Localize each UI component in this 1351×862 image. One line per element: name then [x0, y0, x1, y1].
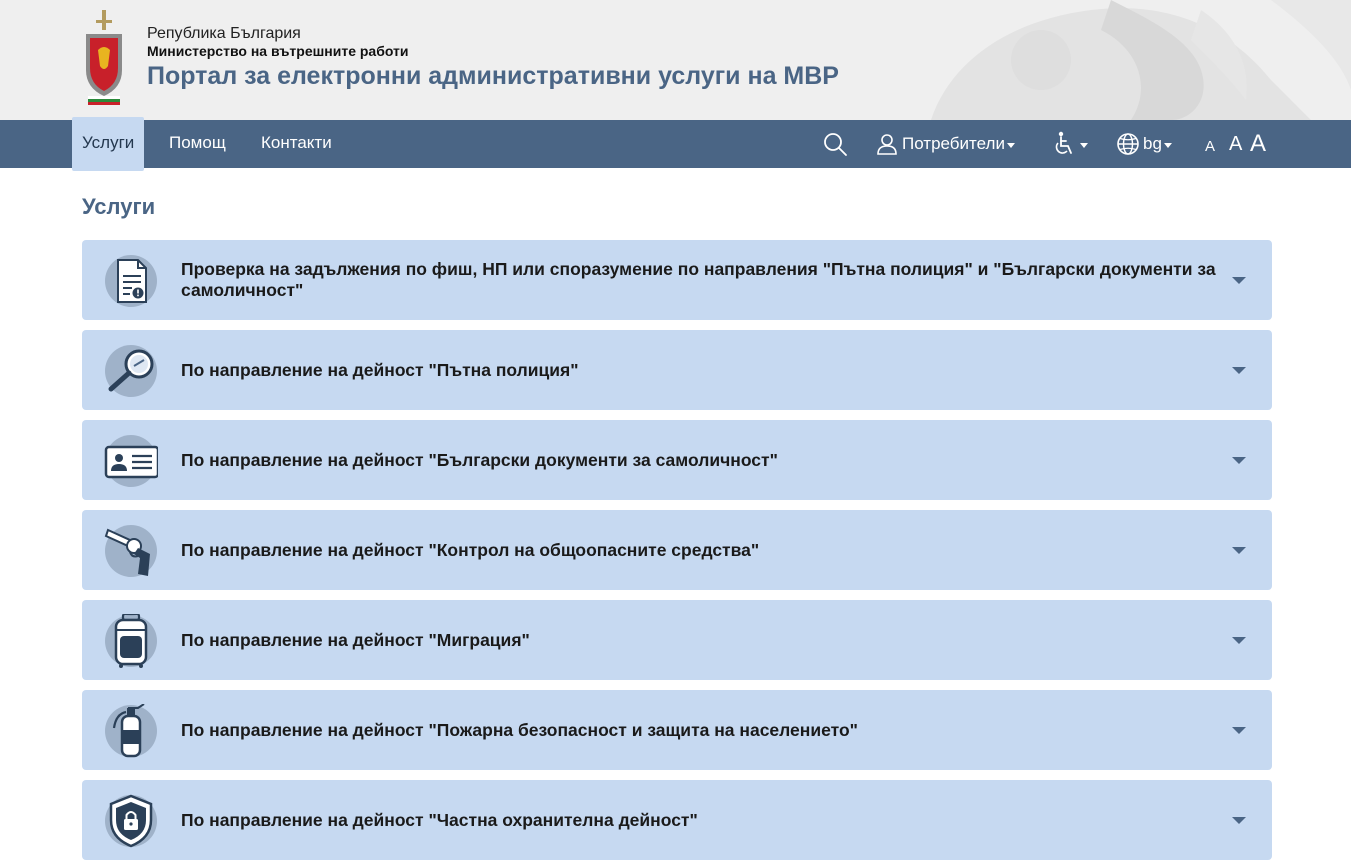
font-increase-button[interactable]	[1250, 120, 1266, 168]
service-title: По направление на дейност "Контрол на общоопасните средства"	[181, 539, 760, 560]
font-decrease-icon: A	[1205, 137, 1216, 155]
language-dropdown[interactable]	[1116, 120, 1172, 168]
wheelchair-icon	[1053, 131, 1077, 157]
magnifier-icon	[104, 344, 158, 398]
main-navbar	[0, 120, 1351, 168]
service-accordion-fire-safety[interactable]	[82, 690, 1272, 770]
font-reset-button[interactable]	[1229, 120, 1242, 168]
chevron-down-icon	[1232, 277, 1246, 284]
fire-extinguisher-icon	[104, 704, 158, 758]
font-reset-icon: A	[1229, 132, 1243, 155]
chevron-down-icon	[1232, 727, 1246, 734]
page-title: Услуги	[82, 194, 156, 219]
globe-icon	[1116, 132, 1140, 156]
suitcase-icon	[104, 614, 158, 668]
country-name: Република България	[147, 25, 301, 42]
font-increase-icon: A	[1250, 130, 1267, 157]
nav-item-services[interactable]: Услуги	[72, 117, 144, 171]
service-title: По направление на дейност "Частна охранителна дейност"	[181, 809, 698, 830]
chevron-down-icon	[1164, 143, 1172, 148]
service-accordion-fines-check[interactable]	[82, 240, 1272, 320]
nav-item-help[interactable]: Помощ	[169, 133, 226, 152]
service-title: По направление на дейност "Пожарна безопасност и защита на населението"	[181, 719, 858, 740]
users-dropdown[interactable]	[875, 120, 1015, 168]
shield-lock-icon	[104, 794, 158, 848]
revolver-icon	[104, 524, 158, 578]
service-accordion-traffic-police[interactable]	[82, 330, 1272, 410]
nav-item-contacts[interactable]: Контакти	[261, 133, 332, 152]
ministry-coat-of-arms-icon	[80, 8, 128, 108]
lion-watermark-icon	[871, 0, 1351, 120]
service-title: По направление на дейност "Пътна полиция"	[181, 359, 579, 380]
service-accordion-migration[interactable]	[82, 600, 1272, 680]
language-label: bg	[1143, 134, 1162, 153]
service-accordion-private-security[interactable]	[82, 780, 1272, 860]
id-card-icon	[104, 434, 158, 488]
search-icon	[822, 131, 848, 157]
font-decrease-button[interactable]	[1205, 120, 1215, 168]
brand-block	[147, 25, 839, 91]
ministry-name: Министерство на вътрешните работи	[147, 43, 409, 59]
chevron-down-icon	[1232, 637, 1246, 644]
chevron-down-icon	[1080, 143, 1088, 148]
service-accordion-weapons-control[interactable]	[82, 510, 1272, 590]
chevron-down-icon	[1232, 817, 1246, 824]
service-title: По направление на дейност "Български документи за самоличност"	[181, 449, 778, 470]
search-button[interactable]	[822, 120, 848, 168]
service-accordion-identity-documents[interactable]	[82, 420, 1272, 500]
chevron-down-icon	[1007, 143, 1015, 148]
site-header	[0, 0, 1351, 120]
document-icon	[104, 254, 158, 308]
users-label: Потребители	[902, 134, 1005, 153]
service-title: Проверка на задължения по фиш, НП или споразумение по направления "Пътна полиция" и "Български документи за самоличност"	[181, 259, 1216, 300]
chevron-down-icon	[1232, 457, 1246, 464]
chevron-down-icon	[1232, 547, 1246, 554]
chevron-down-icon	[1232, 367, 1246, 374]
portal-title[interactable]: Портал за електронни административни услуги на МВР	[147, 62, 839, 90]
service-title: По направление на дейност "Миграция"	[181, 629, 530, 650]
accessibility-dropdown[interactable]	[1053, 120, 1088, 168]
user-icon	[875, 132, 899, 156]
